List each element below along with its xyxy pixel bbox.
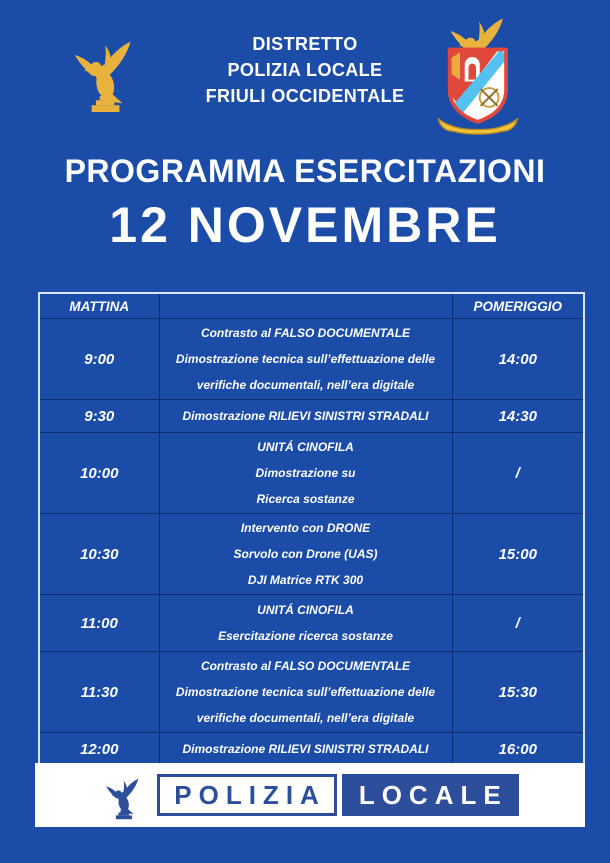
activity-line: Ricerca sostanze [256,492,355,506]
activity-line: UNITÁ CINOFILA [257,440,354,454]
morning-time: 11:30 [39,652,159,733]
activity-cell [159,319,452,400]
activity-line: UNITÁ CINOFILA [257,603,354,617]
afternoon-time: 16:00 [452,733,584,767]
activity-line: Esercitazione ricerca sostanze [218,629,393,643]
org-line-friuli-occidentale: FRIULI OCCIDENTALE [205,86,405,106]
activity-line: Dimostrazione tecnica sull’effettuazione delle [175,352,436,366]
afternoon-time: 15:30 [452,652,584,733]
morning-time: 12:00 [39,733,159,767]
schedule-row-1000 [39,433,584,514]
event-date: 12 NOVEMBRE [109,197,501,253]
activity-cell [159,433,452,514]
morning-time: 9:00 [39,319,159,400]
activity-line: Contrasto al FALSO DOCUMENTALE [200,326,411,340]
polizia-locale-banner [35,763,585,827]
polizia-locale-crest-icon [428,10,524,136]
page-title: PROGRAMMA ESERCITAZIONI [64,153,546,189]
column-header-activity [159,293,452,319]
schedule-row-930 [39,400,584,433]
schedule-row-1200 [39,733,584,767]
activity-line: Dimostrazione su [255,466,356,480]
afternoon-time: / [452,595,584,652]
schedule-row-900 [39,319,584,400]
activity-cell: Dimostrazione RILIEVI SINISTRI STRADALI [159,733,452,767]
locale-wordmark: LOCALE [342,774,519,816]
schedule-row-1130 [39,652,584,733]
org-line-distretto: DISTRETTO [252,34,358,54]
activity-cell [159,652,452,733]
org-line-polizia-locale: POLIZIA LOCALE [227,60,383,80]
morning-time: 10:00 [39,433,159,514]
schedule-header-row [39,293,584,319]
afternoon-time: 14:30 [452,400,584,433]
column-header-pomeriggio: POMERIGGIO [452,293,584,319]
afternoon-time: 15:00 [452,514,584,595]
polizia-wordmark: POLIZIA [157,774,337,816]
activity-line: verifiche documentali, nell’era digitale [196,711,415,725]
eagle-icon [101,770,145,820]
activity-line: Contrasto al FALSO DOCUMENTALE [200,659,411,673]
morning-time: 11:00 [39,595,159,652]
schedule-table [38,292,585,767]
activity-line: Intervento con DRONE [240,521,371,535]
morning-time: 9:30 [39,400,159,433]
schedule-row-1030 [39,514,584,595]
activity-line: DJI Matrice RTK 300 [247,573,364,587]
column-header-mattina: MATTINA [39,293,159,319]
activity-line: verifiche documentali, nell’era digitale [196,378,415,392]
activity-cell: Dimostrazione RILIEVI SINISTRI STRADALI [159,400,452,433]
morning-time: 10:30 [39,514,159,595]
activity-line: Dimostrazione tecnica sull’effettuazione delle [175,685,436,699]
schedule-row-1100 [39,595,584,652]
activity-cell [159,514,452,595]
activity-cell [159,595,452,652]
afternoon-time: 14:00 [452,319,584,400]
afternoon-time: / [452,433,584,514]
activity-line: Sorvolo con Drone (UAS) [233,547,378,561]
